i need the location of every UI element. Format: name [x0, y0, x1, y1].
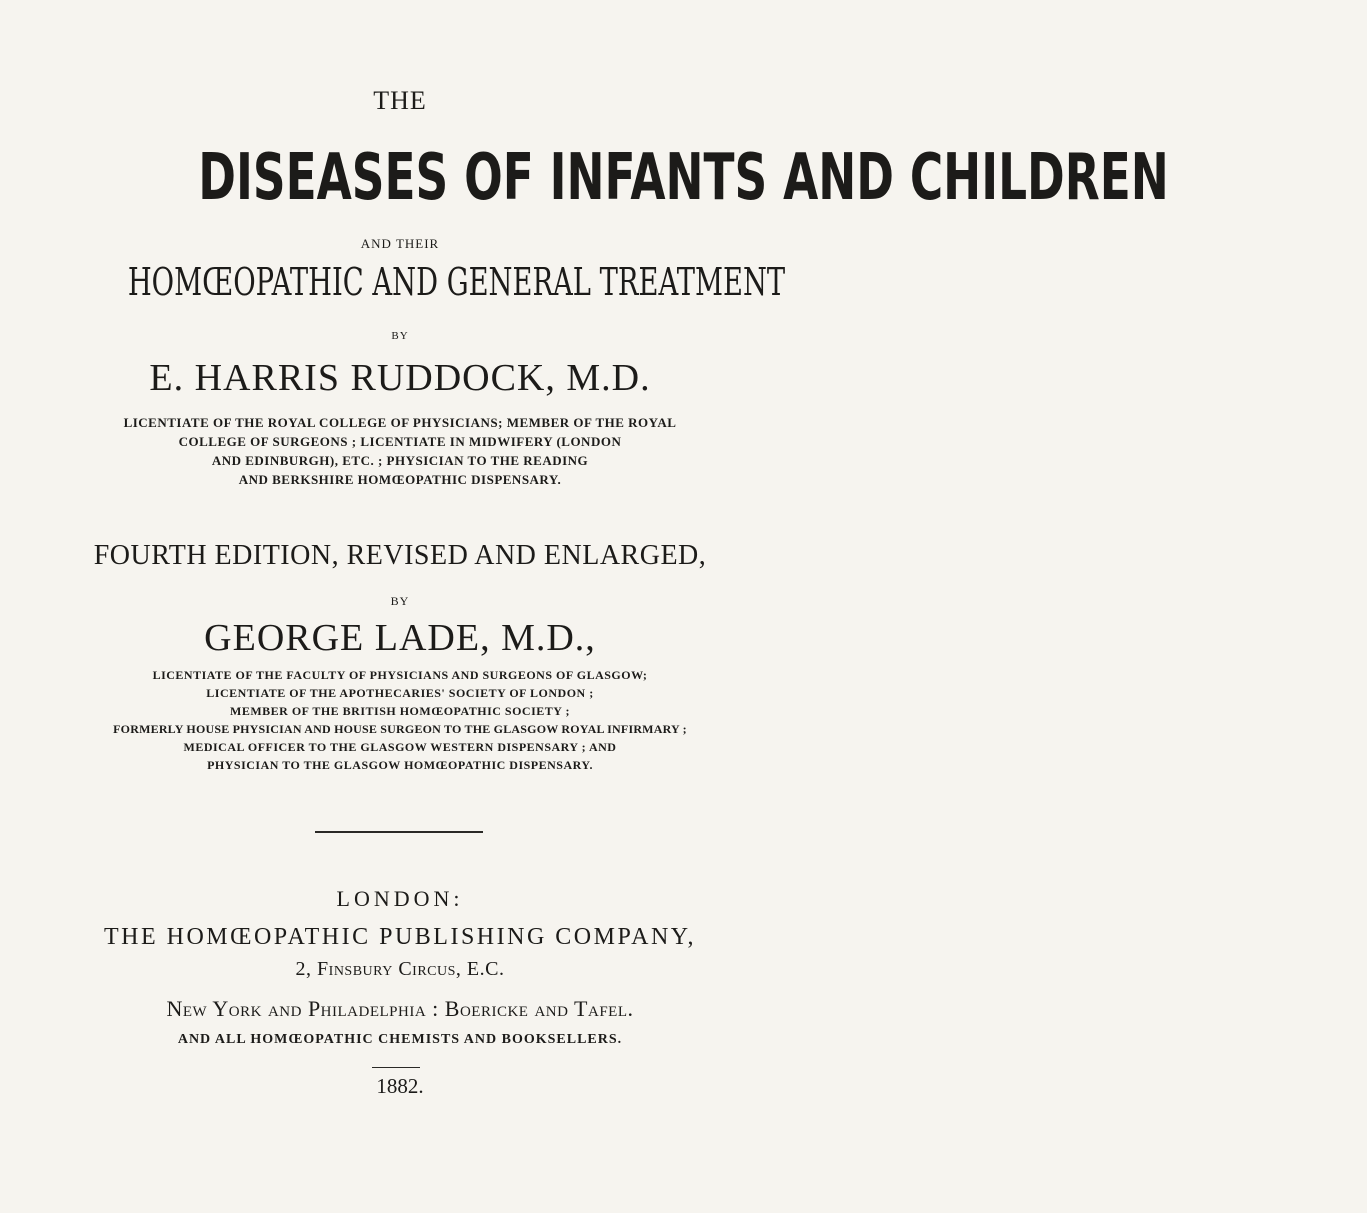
author-credential-line: AND EDINBURGH), ETC. ; PHYSICIAN TO THE READING: [211, 453, 589, 468]
main-title: [0, 141, 1169, 215]
by-author: BY: [391, 330, 409, 342]
sellers-line: AND ALL HOMŒOPATHIC CHEMISTS AND BOOKSELLERS.: [177, 1032, 623, 1047]
subtitle-text: HOMŒOPATHIC AND GENERAL TREATMENT: [127, 260, 786, 304]
main-title-text: DISEASES OF INFANTS AND CHILDREN: [198, 141, 1169, 215]
author-credential-line: LICENTIATE OF THE ROYAL COLLEGE OF PHYSICIANS; MEMBER OF THE ROYAL: [123, 415, 677, 430]
author-credential-line: AND BERKSHIRE HOMŒOPATHIC DISPENSARY.: [238, 472, 562, 487]
imprint-city: LONDON:: [336, 886, 464, 911]
agents-line: New York and Philadelphia : Boericke and Tafel.: [166, 996, 634, 1021]
publisher-address: 2, Finsbury Circus, E.C.: [295, 958, 505, 980]
divider-rule: [315, 831, 483, 833]
reviser-credential-line: LICENTIATE OF THE FACULTY OF PHYSICIANS AND SURGEONS OF GLASGOW;: [152, 668, 648, 682]
and-their: AND THEIR: [360, 236, 440, 251]
reviser-credential-line: PHYSICIAN TO THE GLASGOW HOMŒOPATHIC DISPENSARY.: [207, 758, 593, 772]
reviser-credential-line: FORMERLY HOUSE PHYSICIAN AND HOUSE SURGEON TO THE GLASGOW ROYAL INFIRMARY ;: [113, 722, 687, 736]
author-credential-line: COLLEGE OF SURGEONS ; LICENTIATE IN MIDWIFERY (LONDON: [178, 434, 622, 449]
reviser-credential-line: LICENTIATE OF THE APOTHECARIES' SOCIETY OF LONDON ;: [206, 686, 594, 700]
publication-year: 1882.: [376, 1074, 424, 1098]
reviser-credential-line: MEMBER OF THE BRITISH HOMŒOPATHIC SOCIETY ;: [230, 704, 570, 718]
reviser-credential-line: MEDICAL OFFICER TO THE GLASGOW WESTERN DISPENSARY ; AND: [183, 740, 617, 754]
by-reviser: BY: [390, 594, 410, 608]
the-heading: THE: [373, 86, 427, 115]
edition-statement: FOURTH EDITION, REVISED AND ENLARGED,: [93, 540, 707, 571]
year-rule: [372, 1067, 420, 1068]
author-name: E. HARRIS RUDDOCK, M.D.: [149, 357, 651, 399]
publisher-name: THE HOMŒOPATHIC PUBLISHING COMPANY,: [103, 924, 697, 950]
reviser-name: GEORGE LADE, M.D.,: [204, 617, 596, 659]
subtitle: [0, 260, 800, 304]
